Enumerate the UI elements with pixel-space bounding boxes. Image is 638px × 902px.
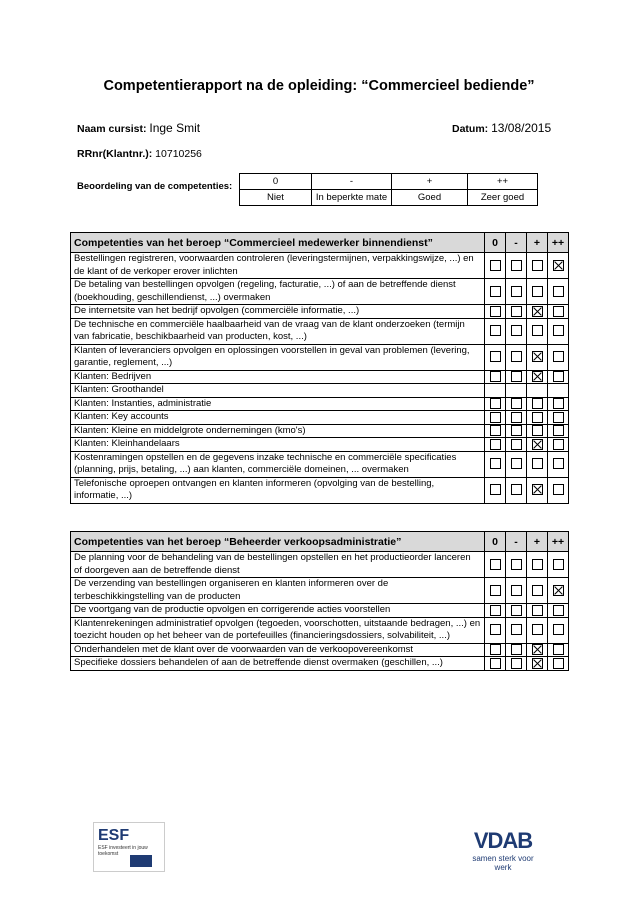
checkbox[interactable] xyxy=(553,559,564,570)
rating-cell xyxy=(485,344,506,370)
checkbox[interactable] xyxy=(532,412,543,423)
rating-cell xyxy=(506,344,527,370)
rating-column-header: ++ xyxy=(548,233,569,253)
rating-cell xyxy=(527,305,548,319)
rating-cell xyxy=(485,370,506,384)
checkbox[interactable] xyxy=(553,458,564,469)
vdab-logo xyxy=(463,828,543,872)
rating-cell xyxy=(527,253,548,279)
rating-cell xyxy=(506,384,527,398)
checkbox[interactable] xyxy=(511,306,522,317)
checkbox[interactable] xyxy=(511,286,522,297)
student-name: Inge Smit xyxy=(149,121,201,135)
rating-cell xyxy=(506,578,527,604)
scale-code: + xyxy=(392,174,468,190)
rating-cell xyxy=(548,438,569,452)
competency-row xyxy=(71,657,569,671)
rating-column-header: - xyxy=(506,233,527,253)
rating-cell xyxy=(485,617,506,643)
checkbox[interactable] xyxy=(532,286,543,297)
rating-cell xyxy=(485,643,506,657)
checkbox[interactable] xyxy=(511,439,522,450)
checkbox[interactable] xyxy=(553,624,564,635)
rating-cell xyxy=(485,397,506,411)
checkbox[interactable] xyxy=(490,585,501,596)
checkbox[interactable] xyxy=(532,458,543,469)
rating-cell xyxy=(527,424,548,438)
checkbox[interactable] xyxy=(511,484,522,495)
checkbox[interactable] xyxy=(553,644,564,655)
competency-row xyxy=(71,438,569,452)
checkbox-checked[interactable] xyxy=(532,658,543,669)
checkbox[interactable] xyxy=(490,398,501,409)
rating-cell xyxy=(485,279,506,305)
competency-text: Klanten: Bedrijven xyxy=(71,370,485,384)
checkbox[interactable] xyxy=(490,658,501,669)
checkbox[interactable] xyxy=(490,260,501,271)
rating-cell xyxy=(506,617,527,643)
checkbox[interactable] xyxy=(532,559,543,570)
section-heading: Competenties van het beroep “Commercieel medewerker binnendienst” xyxy=(71,233,485,253)
rating-cell xyxy=(506,318,527,344)
checkbox[interactable] xyxy=(490,458,501,469)
rating-cell xyxy=(506,451,527,477)
rating-cell xyxy=(527,643,548,657)
vdab-logo-text: VDAB xyxy=(473,828,533,853)
student-label: Naam cursist: xyxy=(77,123,147,135)
checkbox-checked[interactable] xyxy=(532,484,543,495)
competency-table-verkoopsadministratie xyxy=(70,531,569,671)
competency-table-binnendienst xyxy=(70,232,569,504)
scale-table xyxy=(239,173,538,206)
rating-column-header: - xyxy=(506,532,527,552)
rating-cell xyxy=(548,370,569,384)
scale-description: Niet xyxy=(240,190,312,206)
rating-cell xyxy=(506,604,527,618)
checkbox-checked[interactable] xyxy=(532,644,543,655)
rating-column-header: + xyxy=(527,233,548,253)
rrnr-label: RRnr(Klantnr.): xyxy=(77,148,153,160)
checkbox[interactable] xyxy=(553,425,564,436)
checkbox[interactable] xyxy=(490,306,501,317)
rrnr-row xyxy=(77,148,202,160)
checkbox[interactable] xyxy=(532,605,543,616)
rating-cell xyxy=(527,604,548,618)
checkbox-checked[interactable] xyxy=(532,306,543,317)
competency-text: Klanten: Groothandel xyxy=(71,384,485,398)
checkbox[interactable] xyxy=(553,484,564,495)
checkbox[interactable] xyxy=(532,425,543,436)
eu-flag-icon xyxy=(130,855,152,867)
rating-cell xyxy=(485,657,506,671)
rating-cell xyxy=(548,253,569,279)
student-row xyxy=(77,121,200,135)
checkbox[interactable] xyxy=(532,398,543,409)
checkbox[interactable] xyxy=(532,260,543,271)
checkbox[interactable] xyxy=(490,412,501,423)
checkbox[interactable] xyxy=(553,351,564,362)
rating-cell xyxy=(485,305,506,319)
rating-cell xyxy=(527,318,548,344)
checkbox[interactable] xyxy=(490,439,501,450)
checkbox[interactable] xyxy=(553,658,564,669)
competency-text: Onderhandelen met de klant over de voorwaarden van de verkoopovereenkomst xyxy=(71,643,485,657)
rating-cell xyxy=(485,384,506,398)
checkbox[interactable] xyxy=(532,325,543,336)
scale-description: In beperkte mate xyxy=(312,190,392,206)
checkbox[interactable] xyxy=(490,286,501,297)
competency-row xyxy=(71,397,569,411)
rating-cell xyxy=(548,305,569,319)
checkbox-checked[interactable] xyxy=(553,260,564,271)
rating-cell xyxy=(506,657,527,671)
rating-cell xyxy=(548,617,569,643)
rating-cell xyxy=(527,397,548,411)
rating-cell xyxy=(527,552,548,578)
rating-cell xyxy=(548,424,569,438)
checkbox[interactable] xyxy=(511,658,522,669)
competency-text: De internetsite van het bedrijf opvolgen (commerciële informatie, ...) xyxy=(71,305,485,319)
checkbox-checked[interactable] xyxy=(532,371,543,382)
rating-cell xyxy=(485,451,506,477)
competency-text: Bestellingen registreren, voorwaarden controleren (leveringstermijnen, verpakkingswijze, ...) en de klant of de verkoper erover inlichten xyxy=(71,253,485,279)
rating-cell xyxy=(485,318,506,344)
scale-code: 0 xyxy=(240,174,312,190)
competency-row xyxy=(71,253,569,279)
checkbox[interactable] xyxy=(511,371,522,382)
rating-cell xyxy=(485,552,506,578)
scale-code: - xyxy=(312,174,392,190)
rating-cell xyxy=(548,477,569,503)
competency-row xyxy=(71,604,569,618)
rating-cell xyxy=(506,253,527,279)
checkbox[interactable] xyxy=(553,325,564,336)
rating-cell xyxy=(548,318,569,344)
rating-cell xyxy=(506,305,527,319)
competency-text: Klanten: Instanties, administratie xyxy=(71,397,485,411)
checkbox[interactable] xyxy=(511,624,522,635)
rating-cell xyxy=(527,578,548,604)
checkbox[interactable] xyxy=(553,371,564,382)
checkbox[interactable] xyxy=(553,286,564,297)
competency-row xyxy=(71,617,569,643)
rating-cell xyxy=(527,384,548,398)
rating-cell xyxy=(485,604,506,618)
checkbox[interactable] xyxy=(511,351,522,362)
competency-text: Klanten: Kleine en middelgrote ondernemingen (kmo's) xyxy=(71,424,485,438)
checkbox[interactable] xyxy=(490,371,501,382)
rating-cell xyxy=(527,344,548,370)
checkbox[interactable] xyxy=(511,425,522,436)
rating-cell xyxy=(506,397,527,411)
rating-cell xyxy=(485,411,506,425)
rating-cell xyxy=(485,477,506,503)
competency-row xyxy=(71,424,569,438)
checkbox[interactable] xyxy=(553,306,564,317)
checkbox[interactable] xyxy=(490,605,501,616)
rating-cell xyxy=(548,279,569,305)
checkbox-checked[interactable] xyxy=(532,351,543,362)
rating-cell xyxy=(506,552,527,578)
rating-cell xyxy=(527,411,548,425)
checkbox[interactable] xyxy=(490,325,501,336)
competency-text: Telefonische oproepen ontvangen en klanten informeren (opvolging van de bestelling, informatie, ...) xyxy=(71,477,485,503)
esf-logo-text: ESF xyxy=(98,827,130,844)
esf-caption: ESF investeert in jouw toekomst xyxy=(98,845,148,857)
date-value: 13/08/2015 xyxy=(491,121,552,135)
date-label: Datum: xyxy=(452,123,489,135)
scale-description: Goed xyxy=(392,190,468,206)
rating-cell xyxy=(527,279,548,305)
competency-row xyxy=(71,384,569,398)
rating-cell xyxy=(506,643,527,657)
checkbox[interactable] xyxy=(490,644,501,655)
rating-cell xyxy=(527,451,548,477)
competency-row xyxy=(71,318,569,344)
scale-description: Zeer goed xyxy=(468,190,538,206)
competency-text: De betaling van bestellingen opvolgen (regeling, facturatie, ...) of aan de betreffende dienst (boekhouding, geschillendienst, ...) overmaken xyxy=(71,279,485,305)
rating-cell xyxy=(527,438,548,452)
checkbox[interactable] xyxy=(511,458,522,469)
checkbox[interactable] xyxy=(490,559,501,570)
rating-cell xyxy=(548,411,569,425)
rating-column-header: 0 xyxy=(485,532,506,552)
rating-cell xyxy=(548,384,569,398)
checkbox[interactable] xyxy=(511,398,522,409)
competency-row xyxy=(71,451,569,477)
competency-row xyxy=(71,578,569,604)
competency-row xyxy=(71,344,569,370)
rating-cell xyxy=(548,578,569,604)
competency-text: Specifieke dossiers behandelen of aan de betreffende dienst overmaken (geschillen, ...) xyxy=(71,657,485,671)
rating-cell xyxy=(548,451,569,477)
checkbox[interactable] xyxy=(490,624,501,635)
rating-cell xyxy=(485,253,506,279)
rating-cell xyxy=(506,279,527,305)
competency-row xyxy=(71,477,569,503)
rating-cell xyxy=(527,617,548,643)
competency-text: De verzending van bestellingen organiseren en klanten informeren over de terbeschikkingstelling van de producten xyxy=(71,578,485,604)
checkbox[interactable] xyxy=(553,398,564,409)
rating-cell xyxy=(527,370,548,384)
vdab-tagline: samen sterk voor werk xyxy=(472,854,534,872)
checkbox[interactable] xyxy=(490,351,501,362)
competency-row xyxy=(71,411,569,425)
checkbox[interactable] xyxy=(490,425,501,436)
competency-row xyxy=(71,279,569,305)
checkbox[interactable] xyxy=(511,260,522,271)
checkbox[interactable] xyxy=(553,439,564,450)
checkbox[interactable] xyxy=(553,412,564,423)
rating-cell xyxy=(548,397,569,411)
rating-cell xyxy=(548,643,569,657)
competency-text: Klantenrekeningen administratief opvolgen (tegoeden, voorschotten, uitstaande bedragen, ...) en toezicht houden op het beheer van de portefeuilles (financieringsdossiers, solvabiliteit, ...) xyxy=(71,617,485,643)
scale-label: Beoordeling van de competenties: xyxy=(77,181,233,192)
competency-text: Klanten of leveranciers opvolgen en oplossingen voorstellen in geval van problemen (levering, garantie, reglement, ...) xyxy=(71,344,485,370)
report-title: Competentierapport na de opleiding: “Commercieel bediende” xyxy=(103,78,535,94)
rating-cell xyxy=(527,657,548,671)
checkbox-checked[interactable] xyxy=(553,585,564,596)
rating-column-header: + xyxy=(527,532,548,552)
esf-logo xyxy=(93,822,165,872)
checkbox[interactable] xyxy=(511,605,522,616)
rating-cell xyxy=(506,477,527,503)
rating-cell xyxy=(548,657,569,671)
checkbox[interactable] xyxy=(532,624,543,635)
rating-cell xyxy=(485,578,506,604)
checkbox[interactable] xyxy=(511,325,522,336)
competency-row xyxy=(71,370,569,384)
checkbox[interactable] xyxy=(511,412,522,423)
date-row xyxy=(452,121,551,135)
rating-cell xyxy=(506,438,527,452)
checkbox[interactable] xyxy=(511,559,522,570)
rating-cell xyxy=(506,424,527,438)
checkbox[interactable] xyxy=(490,484,501,495)
competency-row xyxy=(71,552,569,578)
checkbox[interactable] xyxy=(532,585,543,596)
competency-text: Kostenramingen opstellen en de gegevens inzake technische en commerciële specificaties (planning, prijs, betaling, ...) aan klanten, commerciële domeinen, ... overmaken xyxy=(71,451,485,477)
competency-row xyxy=(71,643,569,657)
competency-text: Klanten: Key accounts xyxy=(71,411,485,425)
section-heading: Competenties van het beroep “Beheerder verkoopsadministratie” xyxy=(71,532,485,552)
checkbox[interactable] xyxy=(553,605,564,616)
rating-cell xyxy=(506,411,527,425)
rating-column-header: ++ xyxy=(548,532,569,552)
rating-column-header: 0 xyxy=(485,233,506,253)
rating-cell xyxy=(485,424,506,438)
checkbox[interactable] xyxy=(511,644,522,655)
rating-cell xyxy=(506,370,527,384)
rrnr-value: 10710256 xyxy=(155,148,202,160)
scale-code: ++ xyxy=(468,174,538,190)
competency-text: De planning voor de behandeling van de bestellingen opstellen en het productieorder lanceren of doorgeven aan de betreffende dienst xyxy=(71,552,485,578)
competency-text: De voortgang van de productie opvolgen en corrigerende acties voorstellen xyxy=(71,604,485,618)
rating-cell xyxy=(548,344,569,370)
rating-cell xyxy=(527,477,548,503)
rating-cell xyxy=(485,438,506,452)
checkbox-checked[interactable] xyxy=(532,439,543,450)
rating-cell xyxy=(548,604,569,618)
competency-text: De technische en commerciële haalbaarheid van de vraag van de klant onderzoeken (termijn van fabricatie, beschikbaarheid van producten, kost, ...) xyxy=(71,318,485,344)
rating-cell xyxy=(548,552,569,578)
competency-text: Klanten: Kleinhandelaars xyxy=(71,438,485,452)
competency-row xyxy=(71,305,569,319)
checkbox[interactable] xyxy=(511,585,522,596)
